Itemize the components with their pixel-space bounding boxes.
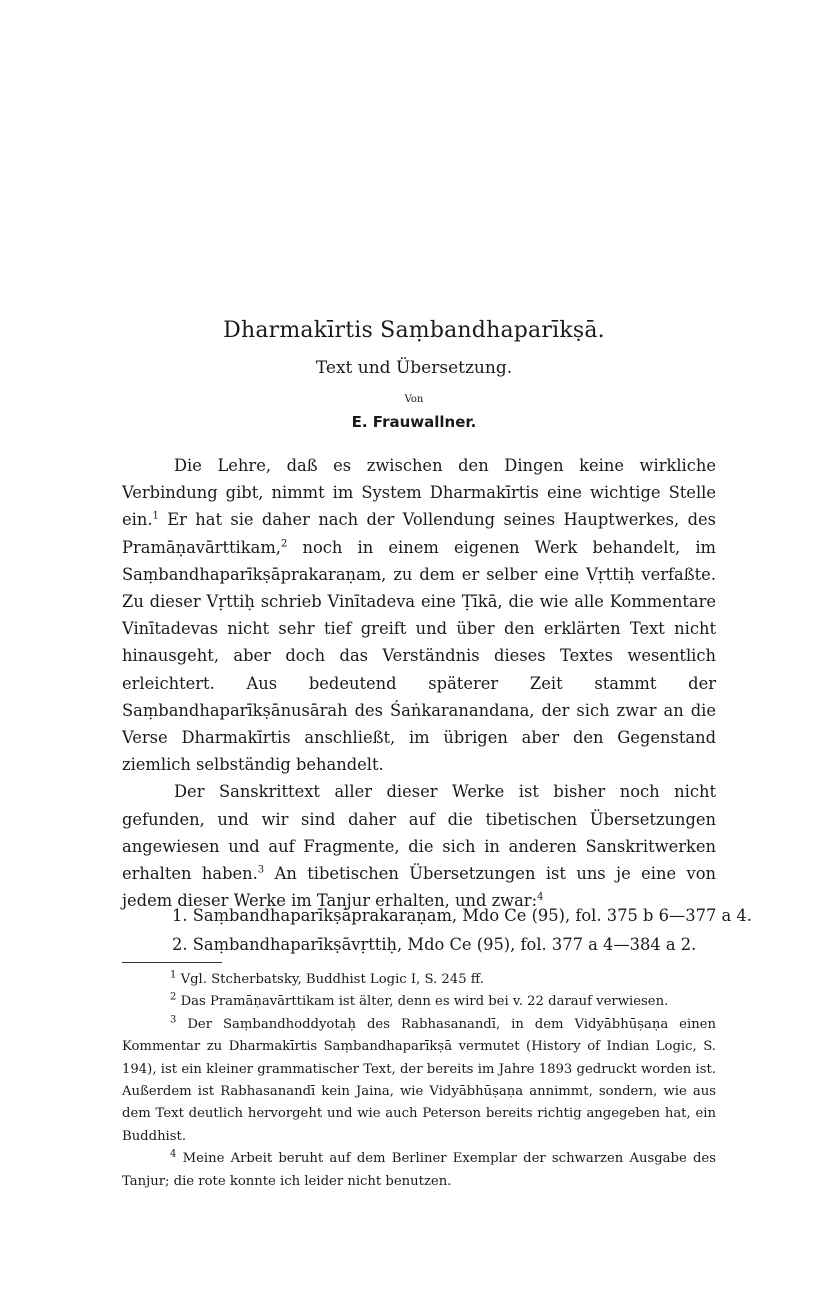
footnote-text: Der Saṃbandhoddyotaḥ des Rabhasanandī, in dem Vidyābhūṣaṇa einen Kommentar zu Dharmakīrtis Saṃbandhaparīkṣā vermutet (History of Indian Logic, S. 194), ist ein kleiner grammatischer Text, der bereits im Jahre 1893 gedruckt worden ist. Außerdem ist Rabhasanandī kein Jaina, wie Vidyābhūṣaṇa annimmt, sondern, wie aus dem Text deutlich hervorgeht und wie auch Peterson bereits richtig angegeben hat, ein Buddhist. [122, 1016, 716, 1144]
footnote-text: Meine Arbeit beruht auf dem Berliner Exemplar der schwarzen Ausgabe des Tanjur; die rote konnte ich leider nicht benutzen. [122, 1151, 716, 1189]
footnote-ref-4: 4 [537, 891, 544, 903]
footnote-number: 1 [170, 969, 177, 981]
footnote-number: 2 [170, 992, 177, 1004]
footnote-separator [122, 962, 222, 963]
footnote-3 [122, 1014, 716, 1148]
paragraph-2 [122, 778, 716, 914]
article-title: Dharmakīrtis Saṃbandhaparīkṣā. [223, 318, 605, 343]
byline-von: Von [404, 394, 424, 405]
paragraph-1-text-a: Die Lehre, daß es zwischen den Dingen keine wirkliche Verbindung gibt, nimmt im System Dharmakīrtis eine wichtige Stelle ein. [122, 456, 716, 530]
body-text [122, 452, 716, 914]
footnote-2 [122, 991, 716, 1013]
paragraph-1 [122, 452, 716, 778]
paragraph-1-text-b: Er hat sie daher nach der Vollendung seines Hauptwerkes, des Pramāṇavārttikam, [122, 510, 716, 557]
paragraph-1-text-c: noch in einem eigenen Werk behandelt, im Saṃbandhaparīkṣāprakaraṇam, zu dem er selber eine Vṛttiḥ verfaßte. Zu dieser Vṛttiḥ schrieb Vinītadeva eine Ṭīkā, die wie alle Kommentare Vinītadevas nicht sehr tief greift und über den erklärten Text nicht hinausgeht, aber doch das Verständnis dieses Textes wesentlich erleichtert. Aus bedeutend späterer Zeit stammt der Saṃbandhaparīkṣānusārah des Śaṅkaranandana, der sich zwar an die Verse Dharmakīrtis anschließt, im übrigen aber den Gegenstand ziemlich selbständig behandelt. [122, 537, 716, 775]
footnotes [122, 969, 716, 1193]
footnote-ref-1: 1 [152, 510, 159, 522]
footnote-text: Vgl. Stcherbatsky, Buddhist Logic I, S. 245 ff. [176, 972, 484, 987]
footnote-ref-3: 3 [257, 864, 265, 876]
footnote-text: Das Pramāṇavārttikam ist älter, denn es wird bei v. 22 darauf verwiesen. [176, 994, 669, 1010]
footnote-1 [122, 969, 716, 991]
paragraph-2-text-b: An tibetischen Übersetzungen ist uns je eine von jedem dieser Werke im Tanjur erhalten, und zwar: [122, 864, 716, 911]
footnote-number: 4 [170, 1148, 177, 1160]
list-item: 1. Saṃbandhaparīkṣāprakaraṇam, Mdo Ce (95), fol. 375 b 6—377 a 4. [172, 906, 752, 925]
tanjur-list [172, 901, 752, 959]
article-subtitle: Text und Übersetzung. [315, 358, 513, 378]
footnote-4 [122, 1148, 716, 1193]
paragraph-2-text-a: Der Sanskrittext aller dieser Werke ist bisher noch nicht gefunden, und wir sind daher auf die tibetischen Übersetzungen angewiesen und auf Fragmente, die sich in anderen Sanskritwerken erhalten haben. [122, 782, 716, 884]
author-name: E. Frauwallner. [351, 413, 477, 431]
footnote-ref-2: 2 [280, 538, 288, 550]
footnote-number: 3 [170, 1014, 177, 1026]
list-item: 2. Saṃbandhaparīkṣāvṛttiḥ, Mdo Ce (95), fol. 377 a 4—384 a 2. [172, 935, 697, 954]
